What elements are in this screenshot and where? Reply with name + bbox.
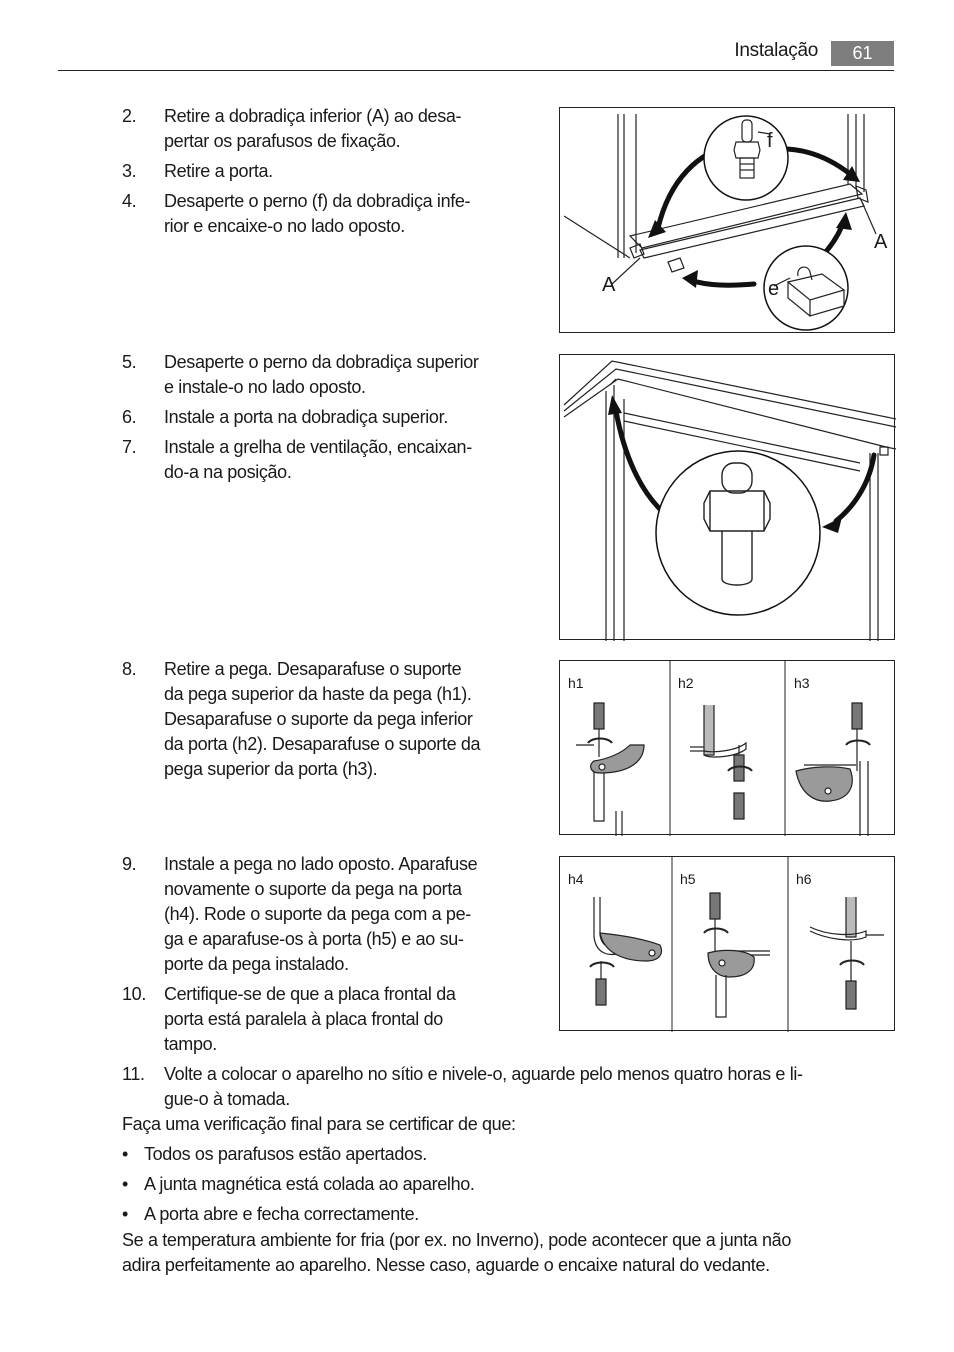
step-number: 11. <box>122 1064 145 1084</box>
header-divider <box>58 70 894 71</box>
step-line: Retire a dobradiça inferior (A) ao desa- <box>164 106 462 126</box>
closing-line: Se a temperatura ambiente for fria (por ex. no Inverno), pode acontecer que a junta não <box>122 1230 791 1250</box>
label-a-left: A <box>602 274 616 296</box>
label-h6: h6 <box>796 871 812 887</box>
step-number: 9. <box>122 854 137 874</box>
step-line: Instale a porta na dobradiça superior. <box>164 407 448 427</box>
check-text: Todos os parafusos estão apertados. <box>144 1144 427 1164</box>
step-number: 8. <box>122 659 137 679</box>
step-line: Instale a pega no lado oposto. Aparafuse <box>164 854 478 874</box>
label-f: f <box>767 130 773 152</box>
step-line: pega superior da porta (h3). <box>164 759 378 779</box>
step-number: 3. <box>122 161 137 181</box>
handle-removal-illustration <box>560 661 896 836</box>
bullet-marker: • <box>122 1144 128 1164</box>
step-line: Desaparafuse o suporte da pega inferior <box>164 709 473 729</box>
label-a-right: A <box>874 231 888 253</box>
step-line: Retire a pega. Desaparafuse o suporte <box>164 659 462 679</box>
step-line: Certifique-se de que a placa frontal da <box>164 984 456 1004</box>
section-title: Instalação <box>734 40 818 61</box>
step-number: 4. <box>122 191 137 211</box>
figure-top-hinge <box>559 354 895 640</box>
step-line: (h4). Rode o suporte da pega com a pe- <box>164 904 471 924</box>
label-h4: h4 <box>568 871 584 887</box>
step-line: Desaperte o perno da dobradiça superior <box>164 352 479 372</box>
closing-line: adira perfeitamente ao aparelho. Nesse caso, aguarde o encaixe natural do vedante. <box>122 1255 770 1275</box>
label-h1: h1 <box>568 675 584 691</box>
bottom-hinge-illustration <box>560 108 896 334</box>
step-number: 6. <box>122 407 137 427</box>
step-line: tampo. <box>164 1034 217 1054</box>
check-intro: Faça uma verificação final para se certificar de que: <box>122 1114 516 1134</box>
step-line: da pega superior da haste da pega (h1). <box>164 684 472 704</box>
step-line: do-a na posição. <box>164 462 292 482</box>
check-text: A porta abre e fecha correctamente. <box>144 1204 419 1224</box>
step-line: ga e aparafuse-os à porta (h5) e ao su- <box>164 929 464 949</box>
closing-paragraph <box>122 1228 791 1278</box>
step-line: e instale-o no lado oposto. <box>164 377 366 397</box>
check-text: A junta magnética está colada ao aparelho. <box>144 1174 475 1194</box>
step-number: 10. <box>122 984 146 1004</box>
top-hinge-illustration <box>560 355 896 641</box>
step-line: Volte a colocar o aparelho no sítio e nivele-o, aguarde pelo menos quatro horas e li- <box>164 1064 803 1084</box>
step-line: gue-o à tomada. <box>164 1089 290 1109</box>
step-line: Retire a porta. <box>164 161 273 181</box>
step-line: rior e encaixe-o no lado oposto. <box>164 216 405 236</box>
label-h3: h3 <box>794 675 810 691</box>
step-number: 2. <box>122 106 137 126</box>
step-line: novamente o suporte da pega na porta <box>164 879 462 899</box>
handle-install-illustration <box>560 857 896 1032</box>
page-number: 61 <box>831 41 894 66</box>
figure-handle-removal <box>559 660 895 835</box>
step-line: pertar os parafusos de fixação. <box>164 131 401 151</box>
step-line: porte da pega instalado. <box>164 954 349 974</box>
figure-handle-install <box>559 856 895 1031</box>
label-h5: h5 <box>680 871 696 887</box>
bullet-marker: • <box>122 1204 128 1224</box>
step-line: da porta (h2). Desaparafuse o suporte da <box>164 734 481 754</box>
label-e: e <box>768 278 780 300</box>
step-line: Instale a grelha de ventilação, encaixan- <box>164 437 472 457</box>
step-line: Desaperte o perno (f) da dobradiça infe- <box>164 191 471 211</box>
bullet-marker: • <box>122 1174 128 1194</box>
label-h2: h2 <box>678 675 694 691</box>
step-number: 7. <box>122 437 137 457</box>
figure-bottom-hinge <box>559 107 895 333</box>
step-line: porta está paralela à placa frontal do <box>164 1009 443 1029</box>
step-number: 5. <box>122 352 137 372</box>
